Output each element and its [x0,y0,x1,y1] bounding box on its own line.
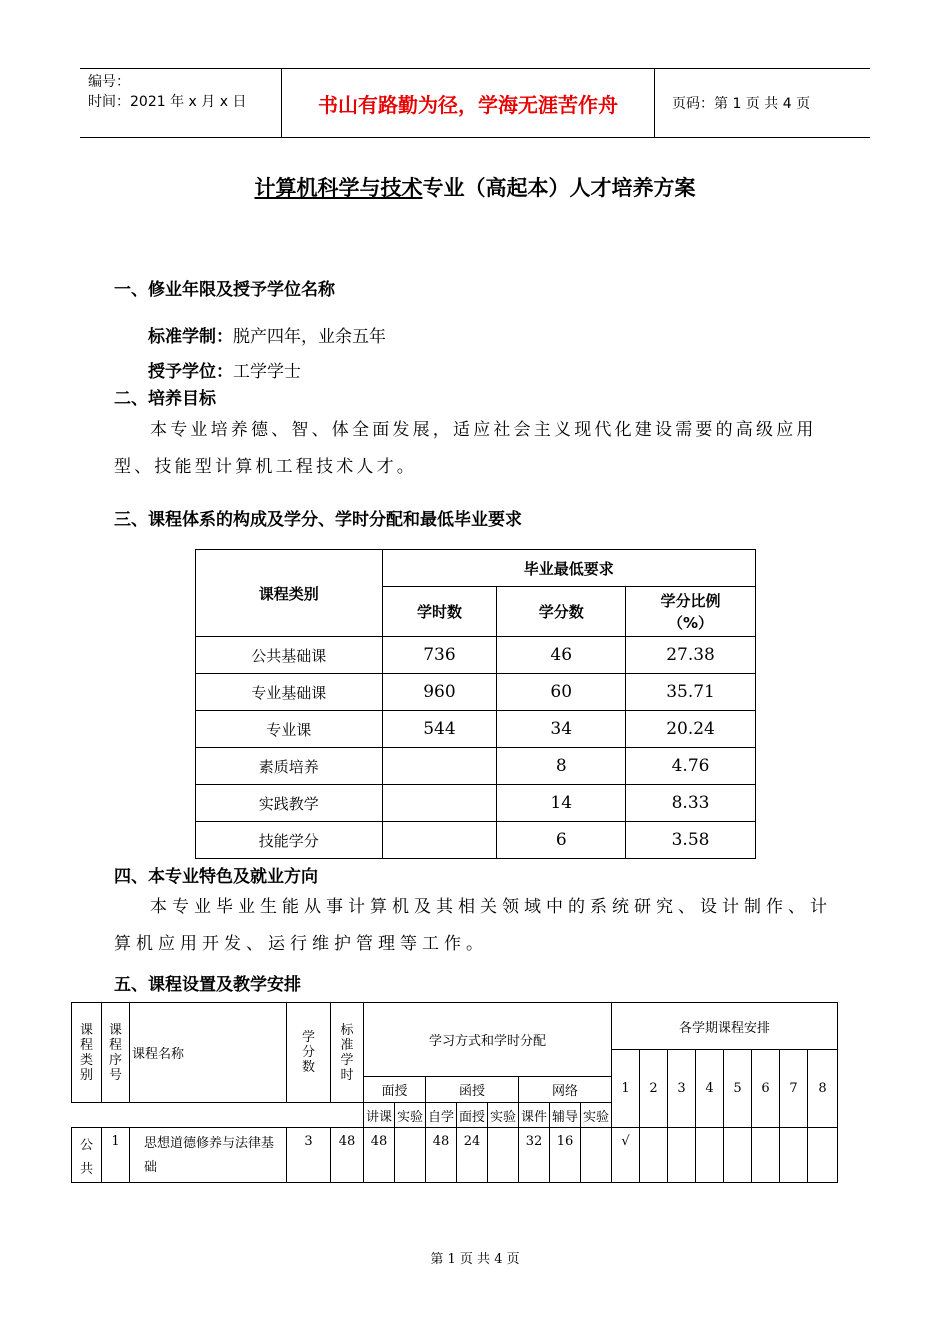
cell-credits: 34 [497,711,626,748]
header-motto: 书山有路勤为径，学海无涯苦作舟 [281,69,655,137]
cell-sem-8 [808,1128,838,1183]
cell-courseware: 32 [519,1128,550,1183]
cell-hours [382,748,497,785]
th-exp-2: 实验 [488,1103,519,1128]
section-2-text: 本专业培养德、智、体全面发展，适应社会主义现代化建设需要的高级应用型、技能型计算机工程技术人才。 [114,420,817,477]
cell-ratio: 4.76 [626,748,756,785]
cell-ratio: 8.33 [626,785,756,822]
spacer [72,1103,364,1128]
th-face: 面授 [364,1077,426,1103]
page-header [80,68,870,138]
cell-sem-3 [668,1128,696,1183]
document-title [0,172,950,202]
cell-ratio: 3.58 [626,822,756,859]
th-sem-5: 5 [724,1050,752,1128]
th-course-type: 课程类别 [72,1003,102,1103]
th-std-hours: 标准学时 [331,1003,364,1103]
cell-category: 技能学分 [196,822,383,859]
cell-category: 公共基础课 [196,637,383,674]
duration-value: 脱产四年，业余五年 [233,327,386,347]
section-2-heading: 二、培养目标 [114,389,216,409]
cell-sem-5 [724,1128,752,1183]
cell-category: 专业基础课 [196,674,383,711]
header-meta [80,69,280,137]
table-row [196,748,756,785]
th-semesters: 各学期课程安排 [612,1003,838,1050]
th-sem-8: 8 [808,1050,838,1128]
cell-sem-2 [640,1128,668,1183]
cell-tutor: 16 [550,1128,581,1183]
cell-seq: 1 [102,1128,130,1183]
cell-exp-3 [581,1128,612,1183]
title-rest: 专业（高起本）人才培养方案 [422,176,696,200]
table-row [196,785,756,822]
credit-requirements-table [195,549,756,859]
cell-lecture: 48 [364,1128,395,1183]
th-sem-4: 4 [696,1050,724,1128]
time-label: 时间：2021 年 x 月 x 日 [88,94,247,110]
cell-hours [382,822,497,859]
cell-sem-1: √ [612,1128,640,1183]
degree-line [148,357,301,382]
section-5-heading: 五、课程设置及教学安排 [114,975,301,995]
page-label: 页码：第 1 页 共 4 页 [672,96,811,112]
th-sem-6: 6 [752,1050,780,1128]
th-self: 自学 [426,1103,457,1128]
number-label: 编号： [88,74,130,90]
cell-hours: 544 [382,711,497,748]
cell-sem-7 [780,1128,808,1183]
cell-sem-6 [752,1128,780,1183]
th-course-seq: 课程序号 [102,1003,130,1103]
cell-ratio: 27.38 [626,637,756,674]
duration-label: 标准学制： [148,327,233,347]
title-major: 计算机科学与技术 [254,176,423,200]
cell-face-2: 24 [457,1128,488,1183]
th-tutor: 辅导 [550,1103,581,1128]
cell-credits: 14 [497,785,626,822]
th-net: 网络 [519,1077,612,1103]
cell-category: 实践教学 [196,785,383,822]
degree-value: 工学学士 [233,362,301,382]
th-course-name: 课程名称 [130,1003,287,1103]
cell-credit: 3 [287,1128,331,1183]
table-row [196,711,756,748]
th-sem-3: 3 [668,1050,696,1128]
section-1-heading: 一、修业年限及授予学位名称 [114,280,335,300]
course-schedule-table [71,1002,838,1183]
page-footer: 第 1 页 共 4 页 [430,1252,520,1267]
cell-hours: 736 [382,637,497,674]
cell-exp-2 [488,1128,519,1183]
table-row [72,1128,838,1183]
th-sem-7: 7 [780,1050,808,1128]
th-exp-1: 实验 [395,1103,426,1128]
table-row [196,822,756,859]
th-credit: 学分数 [287,1003,331,1103]
section-3-heading: 三、课程体系的构成及学分、学时分配和最低毕业要求 [114,510,522,530]
th-lecture: 讲课 [364,1103,395,1128]
cell-credits: 60 [497,674,626,711]
cell-name: 思想道德修养与法律基础 [130,1128,287,1183]
th-corr: 函授 [426,1077,519,1103]
cell-credits: 8 [497,748,626,785]
section-4-text: 本专业毕业生能从事计算机及其相关领域中的系统研究、设计制作、计算机应用开发、运行维护管理等工作。 [114,897,832,954]
th-exp-3: 实验 [581,1103,612,1128]
th-sem-1: 1 [612,1050,640,1128]
cell-hours [382,785,497,822]
table-row [196,637,756,674]
cell-credits: 6 [497,822,626,859]
cell-sem-4 [696,1128,724,1183]
cell-std-hours: 48 [331,1128,364,1183]
th-credits: 学分数 [497,587,626,637]
cell-category: 专业课 [196,711,383,748]
cell-ratio: 35.71 [626,674,756,711]
th-face-2: 面授 [457,1103,488,1128]
cell-exp-1 [395,1128,426,1183]
th-ratio: 学分比例（%） [626,587,756,637]
cell-hours: 960 [382,674,497,711]
th-group: 毕业最低要求 [382,550,755,587]
table-row [196,674,756,711]
cell-type: 公共 [72,1128,102,1183]
th-method: 学习方式和学时分配 [364,1003,612,1077]
cell-ratio: 20.24 [626,711,756,748]
cell-category: 素质培养 [196,748,383,785]
header-page [664,69,870,137]
th-category: 课程类别 [196,550,383,637]
cell-credits: 46 [497,637,626,674]
th-courseware: 课件 [519,1103,550,1128]
th-sem-2: 2 [640,1050,668,1128]
cell-self: 48 [426,1128,457,1183]
section-4-heading: 四、本专业特色及就业方向 [114,867,318,887]
th-hours: 学时数 [382,587,497,637]
duration-line [148,322,386,347]
degree-label: 授予学位： [148,362,233,382]
